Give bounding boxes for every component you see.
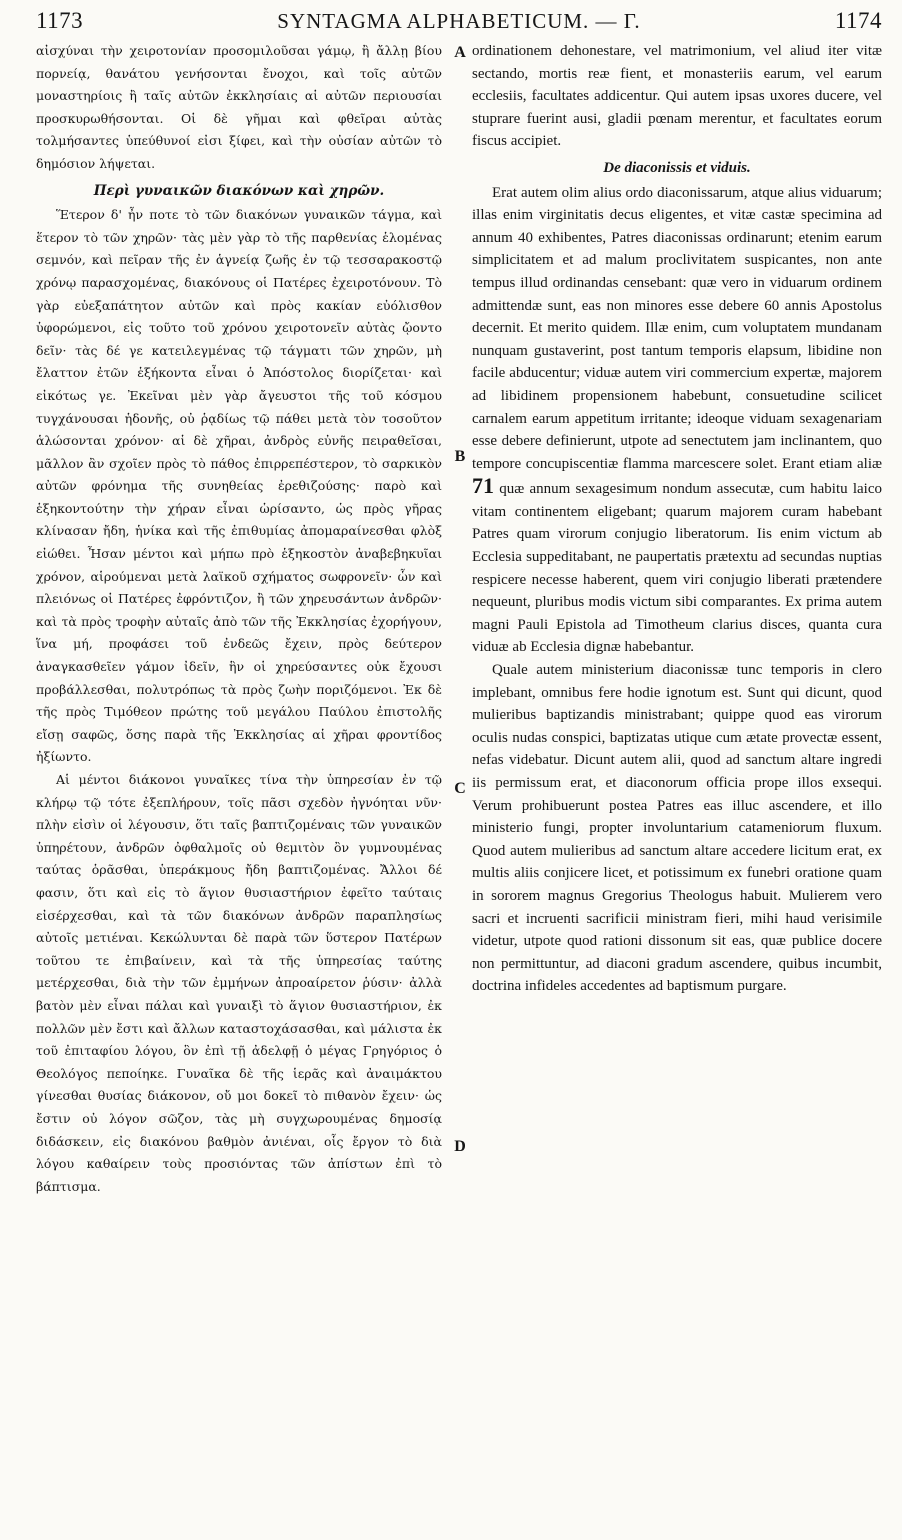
greek-column	[36, 40, 448, 1198]
latin-paragraph-2-part-a: Erat autem olim alius ordo diaconissarum, atque alius viduarum; illas enim virginitatis decus eligentes, et vitæ castæ specimina ad annum 40 exhibentes, Patres diaconissas ordinarunt; etenim earum simplicitatem et ad malum proclivitatem suspicantes, non ante tempus illud ordinandas censebant: quæ vero in viduarum ordinem admittendæ sunt, eas non minores esse debere 60 annis Apostolus decernit. Et merito quidem. Illæ enim, cum voluptatem mundanam nunquam gustaverint, post tantum temporis elapsum, libidine non facile abducentur; viduæ autem viri commercium expertæ, majorem ad libidinem propensionem habebunt, consuetudine scilicet carnalem earum appetitum irritante; ideoque viduam sexagenariam esse debere definierunt, utpote ad senectutem jam inclinantem, quo tempore concupiscentiæ flamma marcescere solet. Erant etiam aliæ	[472, 184, 882, 472]
margin-marker-d: D	[454, 1138, 466, 1155]
latin-paragraph-2	[472, 182, 882, 659]
running-title: SYNTAGMA ALPHABETICUM. — Γ.	[277, 9, 641, 33]
two-column-body	[36, 40, 882, 1198]
latin-paragraph-3: Quale autem ministerium diaconissæ tunc temporis in clero implebant, omnibus fere hodie ignotum est. Sunt qui dicunt, quod mulieribus baptizandis ministrabant; quippe quod eas virorum oculis nudas conspici, baptizatas utique cum ætate provectæ essent, nefas videbatur. Dicunt autem alii, quod ad sanctum altare ingredi iis permissum erat, et diaconorum officia prope illos exsequi. Verum prohibuerunt postea Patres eas illuc ascendere, et illo ministerio fungi, propter involuntarium catameniorum fluxum. Quod autem mulieribus ad sanctum altare accedere licitum erat, ex multis aliis conjicere licet, et potissimum ex funebri oratione quam in sororem magnus Gregorius Theologus habuit. Mulierem vero sacri et incruenti sacrificii ministram fieri, mihi haud verisimile videtur, utpote quod rationi dissonum sit eas, quæ publice docere non permittuntur, ad diaconi gradum ascendere, quibus incumbit, doctrina infideles accedentes ad baptismum purgare.	[472, 662, 882, 995]
latin-section-heading: De diaconissis et viduis.	[603, 159, 751, 176]
greek-paragraph-2: Ἕτερον δ' ἦν ποτε τὸ τῶν διακόνων γυναικῶν τάγμα, καὶ ἕτερον τὸ τῶν χηρῶν· τὰς μὲν γὰρ τὸ τῆς παρθενίας ἑλομένας σεμνόν, καὶ πεῖραν τῆς ἐν ἁγνείᾳ ζωῆς ἐν τῷ τεσσαρακοστῷ χρόνῳ παρασχομένας, διακόνους οἱ Πατέρες ἐχειροτόνουν. Τὸ γὰρ εὐεξαπάτητον αὐτῶν καὶ πρὸς κακίαν εὐόλισθον ὑφορώμενοι, εἰς τοῦτο τοῦ χρόνου χειροτονεῖν αὐτὰς ᾤοντο δεῖν· τὰς δέ γε κατειλεγμένας τῷ τάγματι τῶν χηρῶν, μὴ ἔλαττον ἐτῶν ἑξήκοντα εἶναι ὁ Ἀπόστολος διορίζεται· καὶ εἰκότως γε. Ἐκεῖναι μὲν γὰρ ἄγευστοι τῆς τοῦ κόσμου τυγχάνουσαι ἡδονῆς, οὐ ῥᾳδίως τῷ πάθει μετὰ τὸν τοσοῦτον ἁλώσονται χρόνον· αἱ δὲ χῆραι, ἀνδρὸς εὐνῆς πειραθεῖσαι, μᾶλλον ἂν σχοῖεν πρὸς τὸ πάθος ἐπιρρεπέστερον, τὸ σαρκικὸν αὐτῶν φρόνημα τῆς συνηθείας ἐρεθιζούσης· παρὸ καὶ ἑξηκοντούτην τὴν χήραν εἶναι ὡρίσαντο, ὡς πρὸς γῆρας κλίνασαν ἤδη, ἡνίκα καὶ τῆς ἐπιθυμίας ἀπομαραίνεσθαι φλὸξ εἰώθει. Ἦσαν μέντοι καὶ μήπω πρὸ ἑξηκοστὸν ἀναβεβηκυῖαι χρόνον, αἱρούμεναι μετὰ λαϊκοῦ σχήματος σωφρονεῖν· ὧν καὶ πλειόνως οἱ Πατέρες ἐφρόντιζον, ἢ τῶν χηρευσάντων ἀνδρῶν· καὶ τὰ πρὸς τροφὴν αὐταῖς ἀπὸ τῶν τῆς Ἐκκλησίας ἐχορήγουν, ἵνα μή, προφάσει τοῦ ἐνδεῶς ἔχειν, πρὸς δεύτερον ἀναγκασθεῖεν γάμον ἰδεῖν, ἣν οἱ χηρεύσαντες οὐκ ἔχουσι προβάλλεσθαι, πολυτρόπως τὰ πρὸς ζωὴν ποριζόμενοι. Ἐκ δὲ τῆς πρὸς Τιμόθεον πρώτης τοῦ μεγάλου Παύλου ἐπιστολῆς εἴσῃ σαφῶς, ὅσης παρὰ τῆς Ἐκκλησίας αἱ χῆραι φροντίδος ἠξίωντο.	[36, 207, 442, 765]
greek-section-heading: Περὶ γυναικῶν διακόνων καὶ χηρῶν.	[93, 182, 385, 199]
margin-marker-b: B	[454, 448, 466, 465]
latin-paragraph-2-part-b: quæ annum sexagesimum nondum assecutæ, cum habitu laico vitam continentem eligebant; quarum majorem curam habebant Patres quam virorum conjugio liberatorum. Iis enim victum ab Ecclesia suppeditabant, ne paupertatis prætextu ad secundas nuptias respicere necesse haberent, quem viri conjugio liberati prætendere nequeunt, pluribus modis victum sibi comparantes. Ex prima autem magni Pauli Epistola ad Timotheum clarius disces, quanta cura viduæ ab Ecclesia dignæ habebantur.	[472, 481, 883, 656]
greek-paragraph-1: αἰσχύναι τὴν χειροτονίαν προσομιλοῦσαι γάμῳ, ἢ ἄλλῃ βίου πορνείᾳ, θανάτου γενήσονται ἔνοχοι, καὶ τοῖς αὐτῶν μοναστηρίοις ἢ ταῖς αὐτῶν ἐκκλησίαις αἱ αὐτῶν περιουσίαι προσκυρωθήσονται. Οἱ δὲ γῆμαι καὶ φθεῖραι αὐτὰς τολμήσαντες ὑπεύθυνοί εἰσι ξίφει, καὶ τὴν οὐσίαν αὐτῶν τὸ δημόσιον λήψεται.	[36, 43, 442, 171]
right-page-number: 1174	[834, 8, 882, 33]
margin-marker-a: A	[454, 44, 466, 61]
latin-column	[472, 40, 882, 1198]
margin-marker-c: C	[454, 780, 466, 797]
greek-paragraph-3: Αἱ μέντοι διάκονοι γυναῖκες τίνα τὴν ὑπηρεσίαν ἐν τῷ κλήρῳ τῷ τότε ἐξεπλήρουν, τοῖς πᾶσι σχεδὸν ἠγνόηται νῦν· πλὴν εἰσὶν οἱ λέγουσιν, ὅτι ταῖς βαπτιζομέναις τῶν γυναικῶν ὑπηρέτουν, ἀνδρῶν ὀφθαλμοῖς οὐ θεμιτὸν ὂν γυμνουμένας ταύτας ὁρᾶσθαι, ὑπεράκμους ἤδη βαπτιζομένας. Ἄλλοι δέ φασιν, ὅτι καὶ εἰς τὸ ἅγιον θυσιαστήριον ἐφεῖτο ταύταις εἰσέρχεσθαι, καὶ τὰ τῶν διακόνων ἀνδρῶν παραπλησίως αὐτοῖς μετιέναι. Κεκώλυνται δὲ παρὰ τῶν ὕστερον Πατέρων τοῦτου τε ἐπιβαίνειν, καὶ τὰ τῆς ὑπηρεσίας ταύτης μετέρχεσθαι, διὰ τὴν τῶν ἐμμήνων ἀπροαίρετον ῥύσιν· ἀλλὰ βατὸν μὲν εἶναι πάλαι καὶ γυναιξὶ τὸ ἅγιον θυσιαστήριον, ἐκ πολλῶν μὲν ἔστι καὶ ἄλλων καταστοχάσασθαι, καὶ μάλιστα ἐκ τοῦ ἐπιταφίου λόγου, ὃν ἐπὶ τῇ ἀδελφῇ ὁ μέγας Γρηγόριος ὁ Θεολόγος πεποίηκε. Γυναῖκα δὲ τῆς ἱερᾶς καὶ ἀναιμάκτου γίνεσθαι θυσίας διάκονον, οὔ μοι δοκεῖ τὸ πιθανὸν ἔχειν· ὡς ἔστιν οὐ λόγον σῶζον, τὰς μὴ συγχωρουμένας δημοσίᾳ διδάσκειν, εἰς διακόνου βαθμὸν ἀνιέναι, οἷς ἔργον τὸ διὰ λόγου καθαίρειν τοὺς προσιόντας τῶν ἀπίστων ἐπὶ τὸ βάπτισμα.	[36, 772, 442, 1194]
inline-page-number: 71	[472, 473, 494, 499]
running-header	[36, 8, 882, 38]
left-page-number: 1173	[36, 8, 84, 33]
latin-paragraph-1: ordinationem dehonestare, vel matrimonium, vel aliud iter vitæ sectando, mortis reæ fient, et monasteriis earum, vel earum ecclesiis, facultates addicentur. Qui autem ipsas uxores ducere, vel stuprare fuerint ausi, gladii pœnam merentur, et facultates eorum fiscus accipiet.	[472, 43, 882, 150]
